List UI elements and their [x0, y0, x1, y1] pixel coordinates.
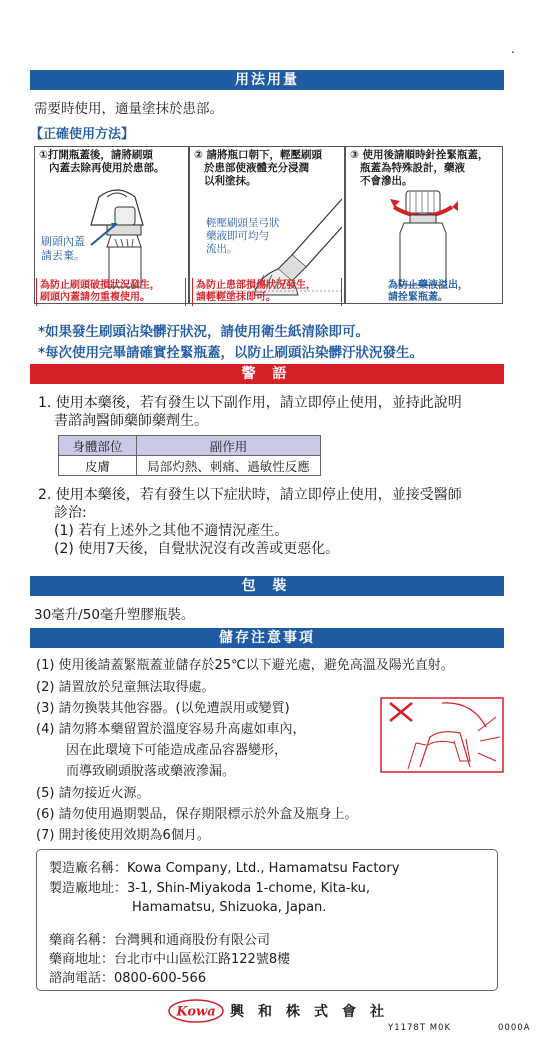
- warning-item-2-line1: 2. 使用本藥後，若有發生以下症狀時，請立即停止使用，並接受醫師: [38, 487, 462, 503]
- packaging-header: 包 裝: [30, 576, 504, 596]
- table-header-row: [59, 436, 321, 456]
- storage-item-7: (7) 開封後使用效期為6個月。: [36, 828, 210, 843]
- side-effect-table: [58, 435, 321, 476]
- warning-sub-2: (2) 使用7天後，自覺狀況沒有改善或更惡化。: [54, 541, 340, 557]
- storage-item-4-cont1: 因在此環境下可能造成產品容器變形，: [66, 743, 288, 758]
- table-header-cell: 副作用: [137, 436, 321, 456]
- usage-line: 需要時使用，適量塗抹於患部。: [34, 101, 223, 117]
- step-1-note: 為防止刷頭破損狀況發生， 刷頭內蓋請勿重複使用。: [40, 280, 160, 303]
- table-cell: 局部灼熱、刺痛、過敏性反應: [137, 456, 321, 476]
- table-cell: 皮膚: [59, 456, 137, 476]
- tip-1: *如果發生刷頭沾染髒汙狀況，請使用衛生紙清除即可。: [38, 324, 370, 340]
- step-1-text: ①打開瓶蓋後，請將刷頭 內蓋去除再使用於患部。: [39, 149, 165, 174]
- dealer-name: 藥商名稱：台灣興和通商股份有限公司: [49, 933, 271, 948]
- table-row: [59, 456, 321, 476]
- step-3-note: 為防止藥液溢出， 請拴緊瓶蓋。: [388, 280, 468, 303]
- warning-item-1-line2: 書諮詢醫師藥師藥劑生。: [54, 413, 208, 429]
- packaging-line: 30毫升/50毫升塑膠瓶裝。: [34, 607, 195, 623]
- usage-header: 用法用量: [30, 70, 504, 90]
- manufacturer-address: 製造廠地址：3-1, Shin-Miyakoda 1-chome, Kita-ku,: [49, 881, 371, 896]
- warning-item-1-line1: 1. 使用本藥後，若有發生以下副作用，請立即停止使用，並持此說明: [38, 395, 462, 411]
- storage-item-4-cont2: 而導致刷頭脫落或藥液滲漏。: [66, 764, 236, 779]
- warning-header: 警 語: [30, 364, 504, 384]
- no-car-interior-icon: [380, 697, 504, 773]
- storage-header: 儲存注意事項: [30, 628, 504, 648]
- warning-sub-1: (1) 若有上述外之其他不適情況產生。: [54, 523, 289, 539]
- dealer-address: 藥商地址：台北市中山區松江路122號8樓: [49, 952, 291, 967]
- product-code: Y1178T M0K: [388, 1023, 452, 1033]
- storage-item-6: (6) 請勿使用過期製品，保存期限標示於外盒及瓶身上。: [36, 807, 358, 822]
- storage-item-2: (2) 請置放於兒童無法取得處。: [36, 680, 215, 695]
- step-2-text: ② 請將瓶口朝下，輕壓刷頭 於患部使液體充分浸潤 以利塗抹。: [194, 149, 323, 187]
- warning-item-2-line2: 診治:: [54, 505, 87, 521]
- tip-2: *每次使用完畢請確實拴緊瓶蓋，以防止刷頭沾染髒汙狀況發生。: [38, 345, 424, 361]
- step-3-text: ③ 使用後請順時針拴緊瓶蓋， 瓶蓋為特殊設計，藥液 不會滲出。: [350, 149, 489, 187]
- step-1-callout: 刷頭內蓋 請丟棄。: [41, 235, 85, 262]
- kowa-logo: [168, 998, 224, 1024]
- consult-phone: 諮詢電話：0800-600-566: [49, 971, 207, 986]
- storage-item-3: (3) 請勿換裝其他容器。(以免遭誤用或變質): [36, 701, 290, 716]
- corner-dot: .: [511, 42, 515, 56]
- storage-item-1: (1) 使用後請蓋緊瓶蓋並儲存於25℃以下避光處，避免高溫及陽光直射。: [36, 658, 454, 673]
- step-2-note: 為防止患部損傷狀況發生， 請輕輕塗抹即可。: [196, 280, 316, 303]
- bottle-tighten-cap-icon: [350, 177, 500, 297]
- manufacturer-address-line2: Hamamatsu, Shizuoka, Japan.: [132, 900, 327, 915]
- svg-text:Kowa: Kowa: [176, 1004, 216, 1020]
- version-code: 0000A: [498, 1023, 531, 1033]
- method-title: 【正確使用方法】: [30, 127, 135, 142]
- manufacturer-box: [36, 849, 498, 991]
- storage-item-4: (4) 請勿將本藥留置於溫度容易升高處如車內，: [36, 722, 306, 737]
- storage-item-5: (5) 請勿接近火源。: [36, 786, 150, 801]
- table-header-cell: 身體部位: [59, 436, 137, 456]
- manufacturer-name: 製造廠名稱：Kowa Company, Ltd., Hamamatsu Factory: [49, 861, 400, 876]
- step-2-callout: 輕壓刷頭呈弓狀 藥液即可均勻 流出。: [206, 217, 280, 255]
- company-name: 興和株式會社: [230, 1004, 398, 1020]
